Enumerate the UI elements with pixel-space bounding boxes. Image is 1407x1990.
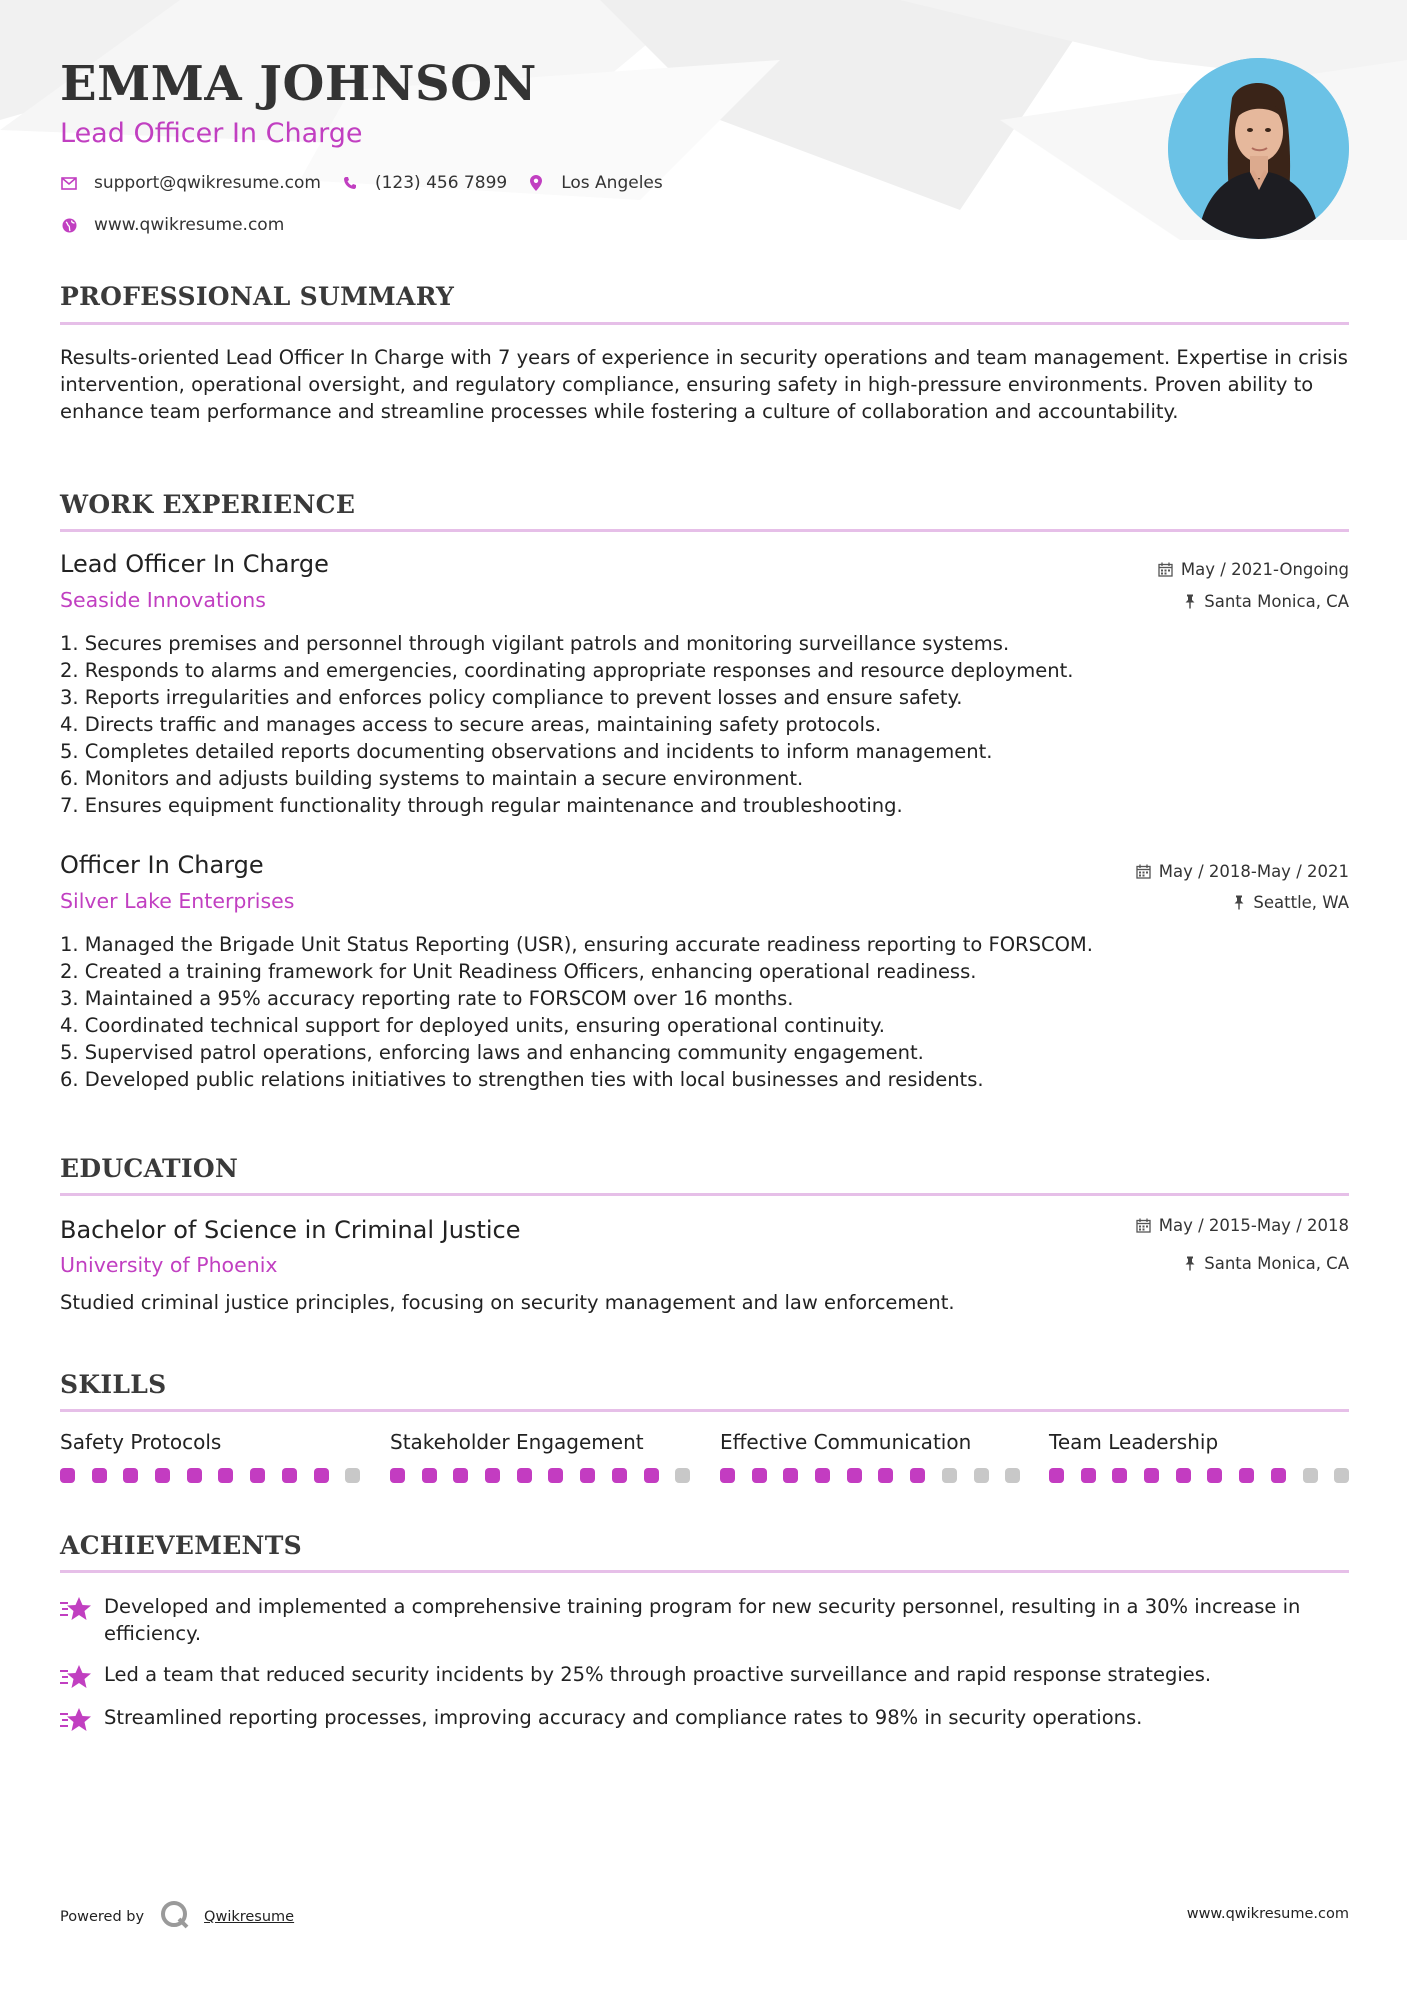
calendar-icon (1136, 864, 1151, 879)
skill-label: Team Leadership (1049, 1430, 1219, 1454)
section-divider (60, 322, 1349, 325)
rating-dot-filled (123, 1468, 138, 1483)
education-description: Studied criminal justice principles, focusing on security management and law enforcement. (60, 1291, 955, 1314)
education-dates (1136, 1216, 1349, 1235)
list-item: 5. Completes detailed reports documenting observations and incidents to inform management. (60, 740, 993, 763)
rating-dot-filled (644, 1468, 659, 1483)
rating-dot-filled (250, 1468, 265, 1483)
achievement-text: Streamlined reporting processes, improving accuracy and compliance rates to 98% in security operations. (104, 1706, 1143, 1729)
rating-dot-empty (345, 1468, 360, 1483)
job-bullets (60, 630, 1349, 819)
rating-dot-empty (1005, 1468, 1020, 1483)
rating-dot-filled (1081, 1468, 1096, 1483)
rating-dot-empty (1334, 1468, 1349, 1483)
rating-dot-filled (422, 1468, 437, 1483)
rating-dot-filled (218, 1468, 233, 1483)
email-item[interactable] (60, 173, 321, 193)
pushpin-icon (1233, 895, 1245, 910)
skill-item (1049, 1430, 1349, 1454)
rating-dot-filled (580, 1468, 595, 1483)
job-title: Officer In Charge (60, 851, 264, 879)
rating-dot-filled (548, 1468, 563, 1483)
rating-dot-empty (974, 1468, 989, 1483)
achievement-text: Led a team that reduced security incidents by 25% through proactive surveillance and rapid response strategies. (104, 1663, 1212, 1686)
education-location-text: Santa Monica, CA (1204, 1254, 1349, 1273)
location-item (527, 173, 663, 193)
rating-dot-filled (1112, 1468, 1127, 1483)
rating-dot-filled (1049, 1468, 1064, 1483)
rating-dot-filled (282, 1468, 297, 1483)
qwikresume-logo-icon (160, 1900, 190, 1934)
powered-by-label: Powered by (60, 1909, 145, 1925)
rating-dot-filled (155, 1468, 170, 1483)
job-dates-text: May / 2021-Ongoing (1180, 560, 1349, 579)
job-bullets (60, 931, 1349, 1093)
footer-website[interactable]: www.qwikresume.com (1186, 1906, 1349, 1922)
list-item: 4. Directs traffic and manages access to secure areas, maintaining safety protocols. (60, 713, 882, 736)
globe-icon (60, 216, 78, 234)
job-dates-text: May / 2018-May / 2021 (1158, 862, 1349, 881)
rating-dot-filled (1176, 1468, 1191, 1483)
summary-text: Results-oriented Lead Officer In Charge with 7 years of experience in security operations and team management. Expertise in crisis intervention, operational oversight, and regulatory compliance, ensuring safety in high-pressure environments. Proven ability to enhance team performance and streamline processes while fostering a culture of collaboration and accountability. (60, 346, 1348, 423)
email-text: support@qwikresume.com (94, 173, 321, 193)
job-dates (1136, 862, 1349, 881)
star-icon (60, 1595, 92, 1630)
education-heading: EDUCATION (60, 1154, 239, 1183)
job-title: Lead Officer In Charge (60, 550, 329, 578)
job-location-text: Santa Monica, CA (1204, 592, 1349, 611)
rating-dot-filled (612, 1468, 627, 1483)
education-dates-text: May / 2015-May / 2018 (1158, 1216, 1349, 1235)
job-location (1233, 893, 1349, 912)
achievement-item (60, 1661, 1349, 1688)
rating-dot-empty (1303, 1468, 1318, 1483)
website-row (60, 215, 304, 235)
rating-dot-filled (847, 1468, 862, 1483)
section-divider (60, 1193, 1349, 1196)
skill-item (60, 1430, 360, 1454)
job-location (1184, 592, 1349, 611)
school-name: University of Phoenix (60, 1253, 278, 1277)
skill-item (390, 1430, 690, 1454)
location-text: Los Angeles (561, 173, 663, 193)
rating-dot-filled (390, 1468, 405, 1483)
envelope-icon (60, 174, 78, 192)
job-location-text: Seattle, WA (1253, 893, 1349, 912)
calendar-icon (1158, 562, 1173, 577)
list-item: 3. Maintained a 95% accuracy reporting rate to FORSCOM over 16 months. (60, 987, 794, 1010)
skill-rating (720, 1468, 1037, 1483)
section-divider (60, 1570, 1349, 1573)
section-divider (60, 529, 1349, 532)
rating-dot-filled (485, 1468, 500, 1483)
list-item: 6. Developed public relations initiatives to strengthen ties with local businesses and residents. (60, 1068, 984, 1091)
pushpin-icon (1184, 1256, 1196, 1271)
map-pin-icon (527, 174, 545, 192)
list-item: 1. Managed the Brigade Unit Status Reporting (USR), ensuring accurate readiness reporting to FORSCOM. (60, 933, 1093, 956)
phone-icon (341, 174, 359, 192)
rating-dot-filled (783, 1468, 798, 1483)
rating-dot-filled (720, 1468, 735, 1483)
calendar-icon (1136, 1218, 1151, 1233)
skill-rating (60, 1468, 377, 1483)
list-item: 4. Coordinated technical support for deployed units, ensuring operational continuity. (60, 1014, 885, 1037)
rating-dot-filled (453, 1468, 468, 1483)
list-item: 5. Supervised patrol operations, enforcing laws and enhancing community engagement. (60, 1041, 924, 1064)
rating-dot-filled (752, 1468, 767, 1483)
job-dates (1158, 560, 1349, 579)
skill-rating (1049, 1468, 1366, 1483)
degree-title: Bachelor of Science in Criminal Justice (60, 1216, 521, 1244)
achievement-item (60, 1704, 1349, 1731)
pushpin-icon (1184, 594, 1196, 609)
star-icon (60, 1706, 92, 1741)
qwikresume-link[interactable]: Qwikresume (204, 1909, 295, 1925)
rating-dot-filled (910, 1468, 925, 1483)
achievements-heading: ACHIEVEMENTS (60, 1531, 302, 1560)
footer-powered-by (60, 1900, 294, 1934)
candidate-title: Lead Officer In Charge (60, 118, 363, 149)
experience-heading: WORK EXPERIENCE (60, 490, 356, 519)
profile-photo (1168, 58, 1349, 239)
rating-dot-filled (187, 1468, 202, 1483)
list-item: 7. Ensures equipment functionality through regular maintenance and troubleshooting. (60, 794, 903, 817)
rating-dot-filled (815, 1468, 830, 1483)
candidate-name: EMMA JOHNSON (60, 56, 537, 112)
achievement-text: Developed and implemented a comprehensive training program for new security personnel, resulting in a 30% increase in efficiency. (104, 1595, 1301, 1645)
company-name: Seaside Innovations (60, 588, 266, 612)
list-item: 2. Responds to alarms and emergencies, coordinating appropriate responses and resource deployment. (60, 659, 1074, 682)
achievement-item (60, 1593, 1349, 1647)
company-name: Silver Lake Enterprises (60, 889, 295, 913)
list-item: 3. Reports irregularities and enforces policy compliance to prevent losses and ensure safety. (60, 686, 963, 709)
rating-dot-empty (942, 1468, 957, 1483)
skills-heading: SKILLS (60, 1370, 167, 1399)
list-item: 6. Monitors and adjusts building systems to maintain a secure environment. (60, 767, 804, 790)
skill-label: Effective Communication (720, 1430, 972, 1454)
rating-dot-filled (878, 1468, 893, 1483)
skill-label: Safety Protocols (60, 1430, 222, 1454)
skill-rating (390, 1468, 707, 1483)
phone-item[interactable] (341, 173, 507, 193)
section-divider (60, 1409, 1349, 1412)
rating-dot-empty (675, 1468, 690, 1483)
list-item: 1. Secures premises and personnel through vigilant patrols and monitoring surveillance systems. (60, 632, 1010, 655)
website-text: www.qwikresume.com (94, 215, 285, 235)
skill-item (720, 1430, 1020, 1454)
rating-dot-filled (92, 1468, 107, 1483)
rating-dot-filled (517, 1468, 532, 1483)
rating-dot-filled (314, 1468, 329, 1483)
phone-text: (123) 456 7899 (374, 173, 508, 193)
rating-dot-filled (1239, 1468, 1254, 1483)
rating-dot-filled (1271, 1468, 1286, 1483)
summary-heading: PROFESSIONAL SUMMARY (60, 282, 455, 311)
rating-dot-filled (1144, 1468, 1159, 1483)
contact-row (60, 173, 683, 193)
rating-dot-filled (60, 1468, 75, 1483)
education-location (1184, 1254, 1349, 1273)
skill-label: Stakeholder Engagement (390, 1430, 644, 1454)
website-item[interactable] (60, 215, 284, 235)
list-item: 2. Created a training framework for Unit Readiness Officers, enhancing operational readiness. (60, 960, 977, 983)
star-icon (60, 1663, 92, 1698)
rating-dot-filled (1207, 1468, 1222, 1483)
